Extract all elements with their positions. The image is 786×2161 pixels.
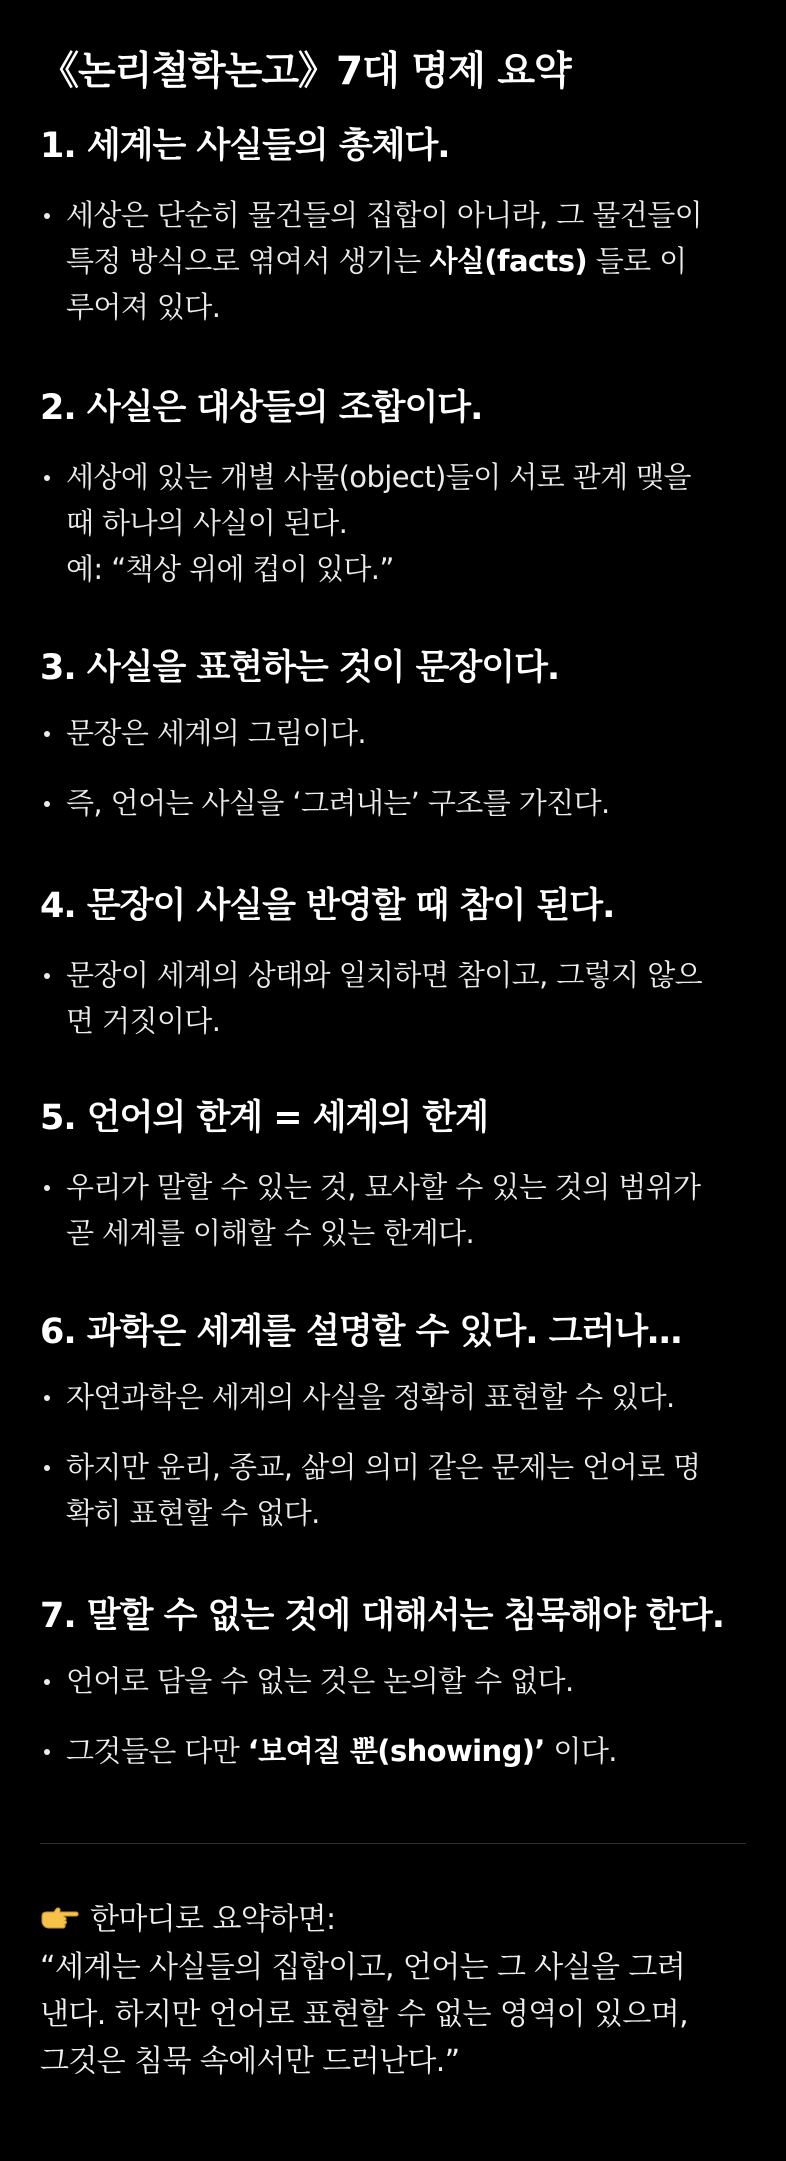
section-heading: 6. 과학은 세계를 설명할 수 있다. 그러나…	[40, 1312, 682, 1352]
bullet-text: 문장이 세계의 상태와 일치하면 참이고, 그렇지 않으	[66, 958, 703, 992]
bullet-list	[40, 454, 746, 592]
bullet-text: 예: “책상 위에 컵이 있다.”	[66, 552, 394, 586]
bullet-list	[40, 1374, 746, 1536]
summary-text: “세계는 사실들의 집합이고, 언어는 그 사실을 그려	[40, 1950, 686, 1985]
bullet-text: 루어져 있다.	[66, 290, 221, 324]
summary-heading	[40, 1896, 746, 1944]
summary-text: 그것은 침묵 속에서만 드러난다.”	[40, 2044, 460, 2079]
bullet-text-part: 이다.	[544, 1734, 617, 1768]
bullet-item	[40, 192, 746, 330]
bullet-list	[40, 1164, 746, 1256]
summary-label: 한마디로 요약하면:	[90, 1902, 336, 1937]
section-7	[40, 1590, 746, 1774]
bullet-item	[40, 1728, 746, 1774]
bullet-item	[40, 1374, 746, 1420]
bullet-item	[40, 710, 746, 756]
section-heading: 3. 사실을 표현하는 것이 문장이다.	[40, 648, 560, 688]
bullet-text: 세상은 단순히 물건들의 집합이 아니라, 그 물건들이	[66, 198, 703, 232]
bullet-text: 자연과학은 세계의 사실을 정확히 표현할 수 있다.	[66, 1380, 675, 1414]
emphasis-text: ‘보여질 뿐(showing)’	[247, 1734, 545, 1768]
bullet-text-part: 들로 이	[587, 244, 687, 278]
bullet-text: 우리가 말할 수 있는 것, 묘사할 수 있는 것의 범위가	[66, 1170, 701, 1204]
bullet-item	[40, 1444, 746, 1536]
bullet-item	[40, 1164, 746, 1256]
bullet-text: 문장은 세계의 그림이다.	[66, 716, 366, 750]
section-heading: 7. 말할 수 없는 것에 대해서는 침묵해야 한다.	[40, 1596, 725, 1636]
bullet-item	[40, 780, 746, 826]
bullet-text: 확히 표현할 수 없다.	[66, 1496, 320, 1530]
section-5	[40, 1092, 746, 1256]
bullet-text	[66, 238, 746, 284]
bullet-text: 즉, 언어는 사실을 ‘그려내는’ 구조를 가진다.	[66, 786, 610, 820]
bullet-text: 언어로 담을 수 없는 것은 논의할 수 없다.	[66, 1664, 574, 1698]
pointing-right-hand-icon	[40, 1897, 82, 1944]
summary-text: 낸다. 하지만 언어로 표현할 수 없는 영역이 있으며,	[40, 1997, 689, 2032]
bullet-text: 세상에 있는 개별 사물(object)들이 서로 관계 맺을	[66, 460, 691, 494]
section-4	[40, 880, 746, 1044]
bullet-text: 때 하나의 사실이 된다.	[66, 506, 348, 540]
section-1	[40, 120, 746, 330]
divider	[40, 1843, 746, 1844]
section-6	[40, 1306, 746, 1536]
bullet-list	[40, 1658, 746, 1774]
section-3	[40, 642, 746, 826]
bullet-text: 면 거짓이다.	[66, 1004, 221, 1038]
bullet-text	[66, 1728, 746, 1774]
page-title: 《논리철학논고》7대 명제 요약	[40, 49, 571, 95]
bullet-item	[40, 454, 746, 592]
bullet-list	[40, 710, 746, 826]
section-heading: 5. 언어의 한계 = 세계의 한계	[40, 1098, 489, 1138]
bullet-text: 곧 세계를 이해할 수 있는 한계다.	[66, 1216, 475, 1250]
bullet-text-part: 그것들은 다만	[66, 1734, 248, 1768]
bullet-item	[40, 1658, 746, 1704]
bullet-text: 하지만 윤리, 종교, 삶의 의미 같은 문제는 언어로 명	[66, 1450, 701, 1484]
bullet-text-part: 특정 방식으로 엮여서 생기는	[66, 244, 430, 278]
section-heading: 1. 세계는 사실들의 총체다.	[40, 126, 450, 166]
summary	[40, 1896, 746, 2085]
section-heading: 4. 문장이 사실을 반영할 때 참이 된다.	[40, 886, 615, 926]
section-heading: 2. 사실은 대상들의 조합이다.	[40, 388, 483, 428]
bullet-item	[40, 952, 746, 1044]
bullet-list	[40, 192, 746, 330]
bullet-list	[40, 952, 746, 1044]
section-2	[40, 382, 746, 592]
emphasis-text: 사실(facts)	[429, 244, 588, 278]
